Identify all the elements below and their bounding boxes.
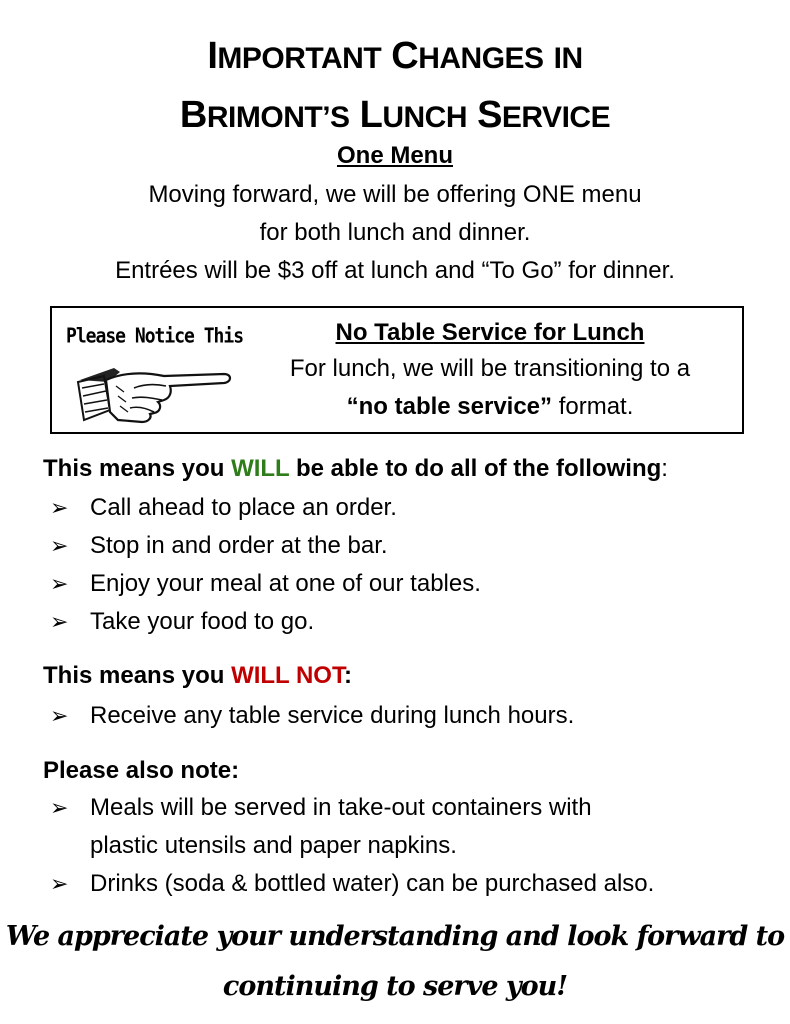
also-note-list [50,789,654,903]
list-item: ➢ Stop in and order at the bar. [50,527,481,565]
arrowhead-bullet-icon: ➢ [50,795,69,820]
notice-text [242,316,738,426]
one-menu-line: for both lunch and dinner. [259,219,531,246]
pointing-hand-icon [74,358,234,428]
title-line-2: BRIMONT’S LUNCH SERVICE [179,94,611,136]
one-menu-line: Entrées will be $3 off at lunch and “To Go” for dinner. [115,257,675,284]
arrowhead-bullet-icon: ➢ [50,609,69,634]
list-item: ➢ Take your food to go. [50,603,481,641]
list-item-continuation: plastic utensils and paper napkins. [90,832,457,859]
notice-box [50,306,744,434]
arrowhead-bullet-icon: ➢ [50,871,69,896]
list-item: ➢ Meals will be served in take-out containers with [50,789,654,827]
title-line-1: IMPORTANT CHANGES IN [207,35,583,77]
will-heading: This means you WILL be able to do all of the following: [43,455,668,482]
one-menu-body [0,176,790,290]
arrowhead-bullet-icon: ➢ [50,571,69,596]
notice-heading: No Table Service for Lunch [335,319,645,346]
list-item: ➢ Receive any table service during lunch hours. [50,697,574,735]
also-note-heading: Please also note: [43,757,240,784]
will-not-heading: This means you WILL NOT: [43,662,352,689]
closing-message: We appreciate your understanding and look forward to continuing to serve you! [5,921,785,1002]
notice-label: Please Notice This [66,324,244,349]
list-item: ➢ Call ahead to place an order. [50,489,481,527]
one-menu-line: Moving forward, we will be offering ONE menu [148,181,642,208]
arrowhead-bullet-icon: ➢ [50,495,69,520]
arrowhead-bullet-icon: ➢ [50,533,69,558]
list-item: ➢ Enjoy your meal at one of our tables. [50,565,481,603]
list-item: ➢ Drinks (soda & bottled water) can be purchased also. [50,865,654,903]
will-list [50,489,481,641]
will-not-list [50,697,574,735]
one-menu-heading: One Menu [336,142,453,169]
notice-line: For lunch, we will be transitioning to a [289,355,691,382]
arrowhead-bullet-icon: ➢ [50,703,69,728]
notice-line: “no table service” format. [346,393,634,420]
page-title [0,28,790,146]
